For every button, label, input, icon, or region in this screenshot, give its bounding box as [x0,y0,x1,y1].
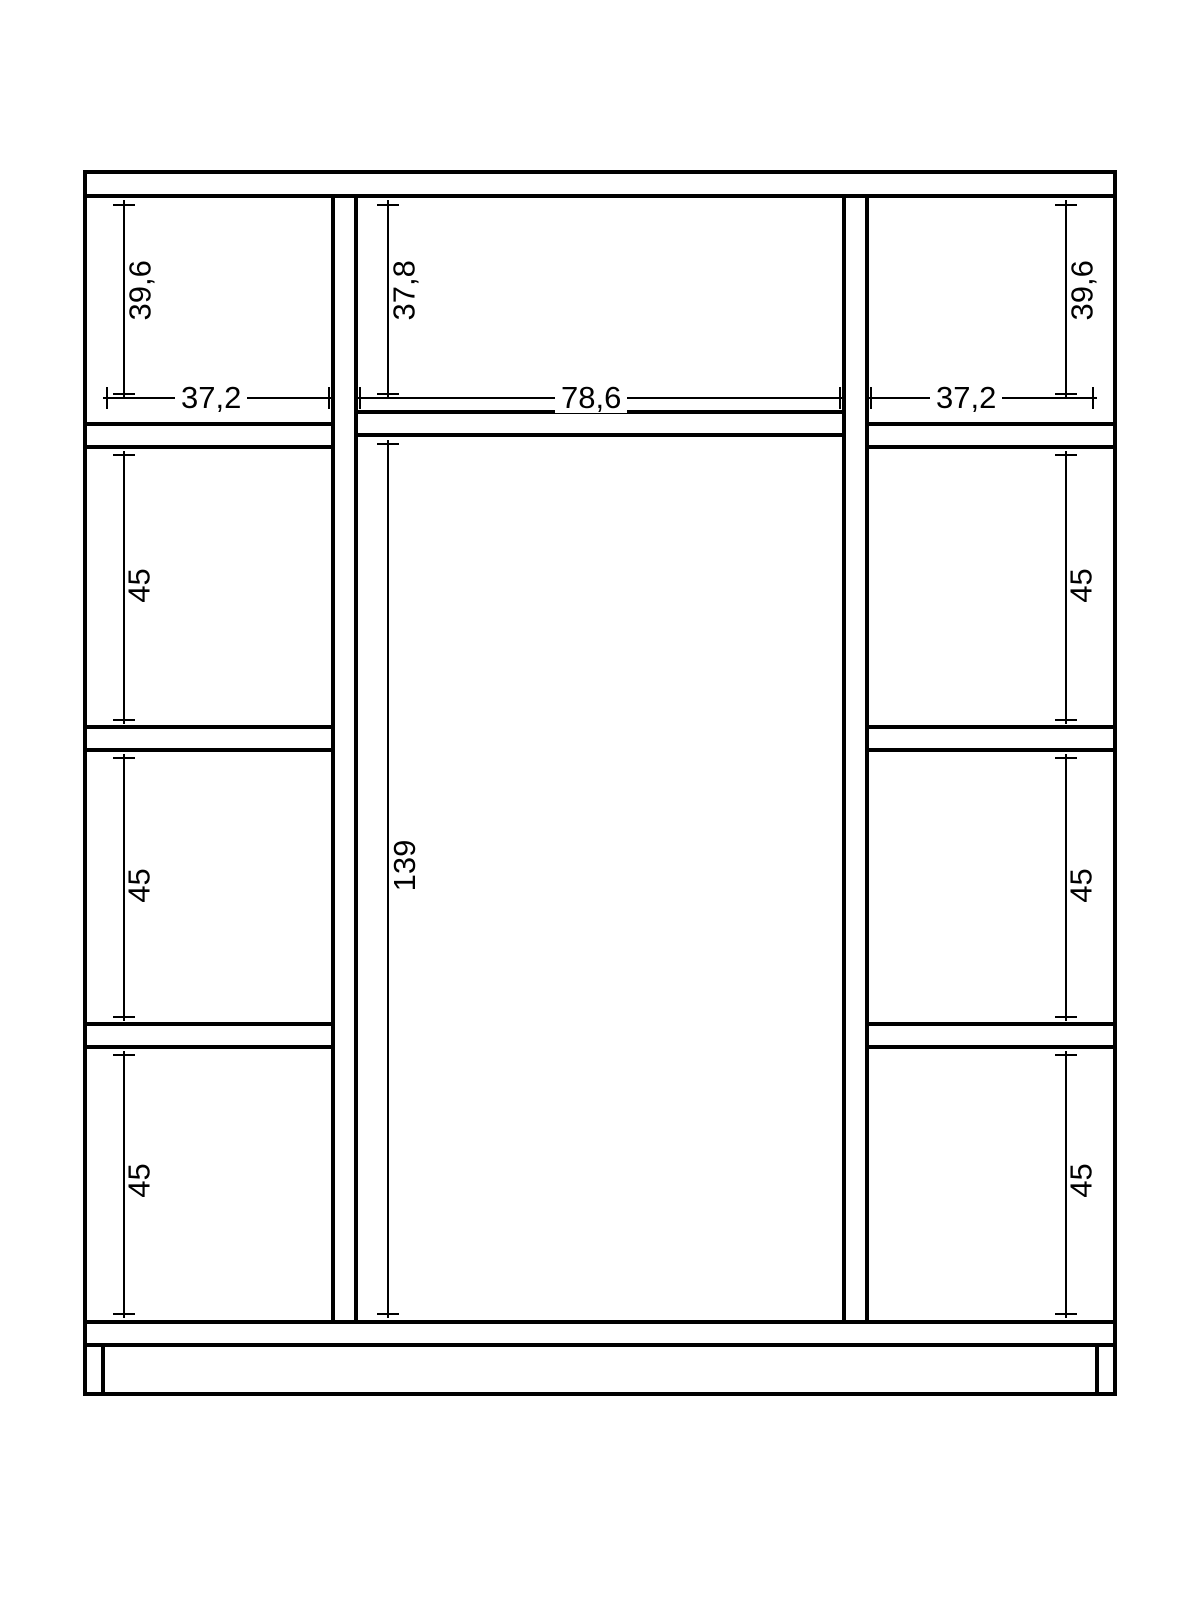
dim-label-left-shelf-width: 37,2 [175,382,247,413]
dim-label-left-shelf-1-height: 45 [121,568,157,603]
dim-label-left-top-height: 39,6 [122,260,158,321]
left-column-shelves [85,424,333,1047]
bottom-plinth [85,1322,1115,1394]
dim-label-right-shelf-width: 37,2 [930,382,1002,413]
vertical-partitions [333,196,867,1322]
dim-label-center-width: 78,6 [555,382,627,413]
cabinet-outline [85,172,1115,1394]
dim-label-right-shelf-2-height: 45 [1063,868,1099,903]
dim-label-right-shelf-3-height: 45 [1063,1163,1099,1198]
dim-label-left-shelf-2-height: 45 [121,868,157,903]
dim-label-center-top-height: 37,8 [386,260,422,321]
dim-label-left-shelf-3-height: 45 [121,1163,157,1198]
dim-label-right-shelf-1-height: 45 [1063,568,1099,603]
dim-label-right-top-height: 39,6 [1064,260,1100,321]
dim-label-center-total-height: 139 [387,839,422,892]
center-column-shelf [356,412,844,435]
right-column-shelves [867,424,1115,1047]
